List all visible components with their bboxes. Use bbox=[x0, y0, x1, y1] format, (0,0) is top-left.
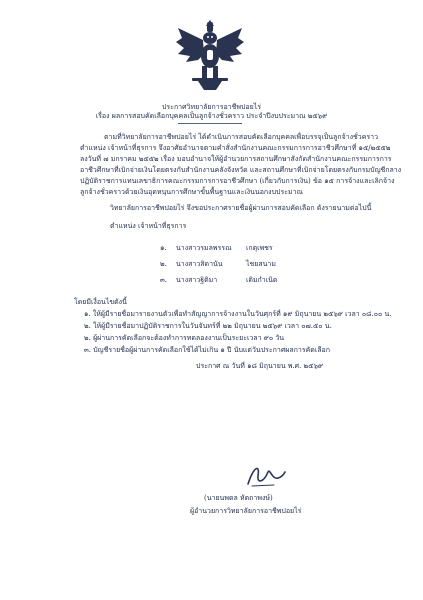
signer-name: (นายนพดล หัตถาพงษ์) bbox=[204, 494, 273, 502]
body-line: ตำแหน่ง เจ้าหน้าที่ธุรการ จึงอาศัยอำนาจตามคำสั่งสำนักงานคณะกรรมการการอาชีวศึกษาที่ ๑๕/๒๕๕๒ bbox=[80, 144, 391, 152]
body-line: ปฏิบัติราชการแทนเลขาธิการคณะกรรมการการอาชีวศึกษา (เกี่ยวกับการเงิน) ข้อ ๑๕ การจ้างและเลิกจ้าง bbox=[80, 177, 395, 185]
candidate-number: ๓. bbox=[160, 276, 168, 284]
condition-item: ๑. ให้ผู้มีรายชื่อมารายงานตัวเพื่อทำสัญญาการจ้างงานในวันศุกร์ที่ ๑๙ มิถุนายน ๒๕๖๙ เวลา ๐๘.๐๐ น. bbox=[84, 310, 392, 318]
condition-item: ๒. ให้ผู้มีรายชื่อมาปฏิบัติราชการในวันจันทร์ที่ ๒๒ มิถุนายน ๒๕๖๙ เวลา ๐๗.๕๐ น. bbox=[84, 322, 332, 330]
candidate-first-name: นางสาวฐิติมา bbox=[176, 276, 218, 284]
position-line: ตำแหน่ง เจ้าหน้าที่ธุรการ bbox=[110, 222, 187, 230]
condition-item: ๒. ผู้ผ่านการคัดเลือกจะต้องทำการทดลองงานเป็นระยะเวลา ๙๐ วัน bbox=[84, 334, 285, 342]
condition-item: ๓. บัญชีรายชื่อผู้ผ่านการคัดเลือกใช้ได้ไม่เกิน ๑ ปี นับแต่วันประกาศผลการคัดเลือก bbox=[84, 346, 330, 354]
body-line: ลงวันที่ ๗ มกราคม ๒๕๕๒ เรื่อง มอบอำนาจให้ผู้อำนวยการสถานศึกษาสังกัดสำนักงานคณะกรรมการการ bbox=[80, 155, 392, 163]
signer-title: ผู้อำนวยการวิทยาลัยการอาชีพปอยไร่ bbox=[190, 507, 302, 515]
candidate-number: ๑. bbox=[160, 244, 167, 252]
garuda-emblem-icon bbox=[176, 20, 244, 92]
conditions-heading: โดยมีเงื่อนไขดังนี้ bbox=[74, 298, 127, 306]
document-title: ประกาศวิทยาลัยการอาชีพปอยไร่ bbox=[161, 103, 261, 111]
announced-date: ประกาศ ณ วันที่ ๑๘ มิถุนายน พ.ศ. ๒๕๖๙ bbox=[196, 362, 324, 370]
title-divider bbox=[178, 123, 242, 124]
candidate-last-name: เกตุเพชร bbox=[246, 244, 273, 252]
announce-line: วิทยาลัยการอาชีพปอยไร่ จึงขอประกาศรายชื่อผู้ผ่านการสอบคัดเลือก ดังรายนามต่อไปนี้ bbox=[110, 204, 372, 212]
candidate-first-name: นางสาวรมลพรรณ bbox=[176, 244, 232, 252]
handwritten-signature bbox=[244, 462, 286, 490]
body-line: อาชีวศึกษาที่เบิกจ่ายเงินโดยตรงกับสำนักงานคลังจังหวัด และสถานศึกษาที่เบิกจ่ายโดยตรงกับกรมบัญชีกลาง bbox=[80, 166, 402, 174]
candidate-last-name: เติมกำเนิด bbox=[246, 276, 278, 284]
candidate-number: ๒. bbox=[160, 260, 167, 268]
candidate-last-name: ไชยสนาม bbox=[246, 260, 276, 268]
body-line: ลูกจ้างชั่วคราวด้วยเงินอุดหนุนการศึกษาขั้นพื้นฐานและเงินนอกงบประมาณ bbox=[80, 188, 304, 196]
document-subject: เรื่อง ผลการสอบคัดเลือกบุคคลเป็นลูกจ้างชั่วคราว ประจำปีงบประมาณ ๒๕๖๙ bbox=[95, 112, 328, 120]
candidate-first-name: นางสาวสิดานัน bbox=[176, 260, 223, 268]
body-line: ตามที่วิทยาลัยการอาชีพปอยไร่ ได้ดำเนินการสอบคัดเลือกบุคคลเพื่อบรรจุเป็นลูกจ้างชั่วคราว bbox=[104, 133, 379, 141]
